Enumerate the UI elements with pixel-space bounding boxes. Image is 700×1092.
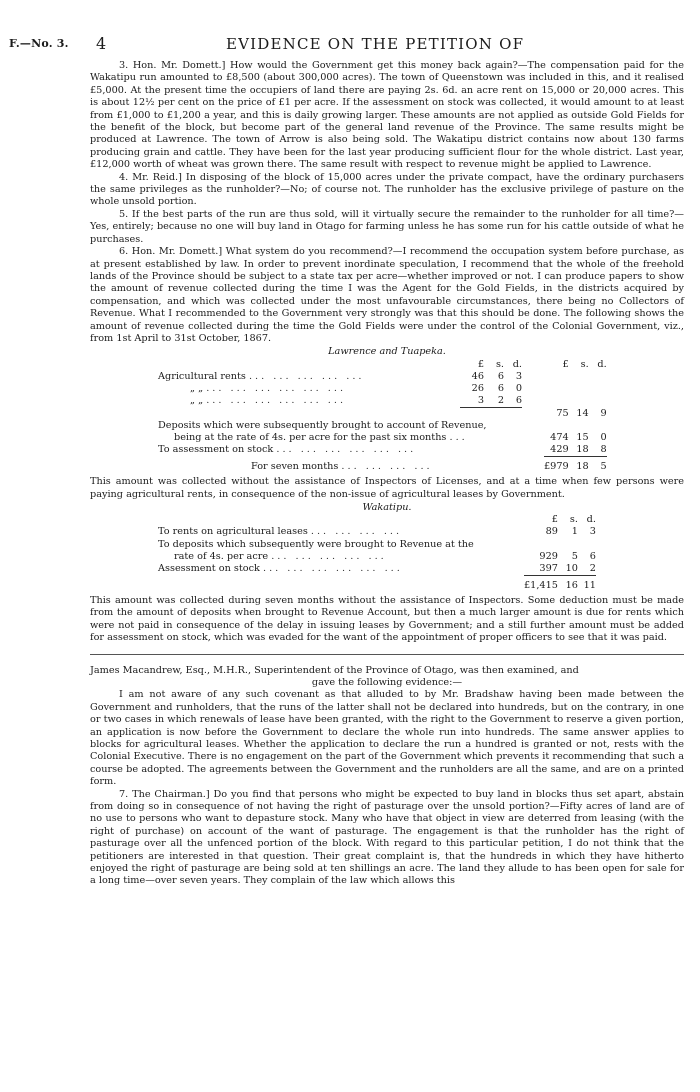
section-divider	[90, 654, 684, 655]
revenue-table-wakatipu	[158, 514, 596, 592]
table-row: being at the rate of 4s. per acre for the past six months ... 474 15 0	[174, 431, 607, 443]
witness-statement: I am not aware of any such covenant as that alluded to by Mr. Bradshaw having been made between the Government and runholders, that the runs of the latter shall not be declared into hundreds, but on the contrary, in one or two cases in which renewals of lease have been granted, with the right to the Government to reserve a given portion, an application is now before the Government to declare the whole run into hundreds. The same answer applies to blocks for agricultural leases. Whether the application to declare the run a hundred is granted or not, rests with the Colonial Executive. There is no engagement on the part of the Government which prevents it recommending that such a course be adopted. The agreements between the Government and the runholders are all the same, and are on a printed form.	[90, 689, 684, 788]
paragraph-after-table2: This amount was collected during seven months without the assistance of Inspectors. Some deduction must be made from the amount of deposits when brought to Revenue Account, but then a much larger amount is due for rents which were not paid in consequence of the delay in issuing leases by Government; and a still further amount must be added for assessment on stock, which was evaded for the want of the appointment of proper officers to see that it was paid.	[90, 594, 684, 644]
table1-column-heads: £ s. d. £ s. d.	[477, 358, 607, 370]
revenue-table-lawrence	[158, 359, 607, 473]
table-row: rate of 4s. per acre ... ... ... ... ... 929 5 6	[174, 550, 596, 562]
running-title: EVIDENCE ON THE PETITION OF	[226, 35, 525, 53]
table-row: To rents on agricultural leases ... ... ... ... 89 1 3	[158, 526, 596, 538]
table2-heading: Wakatipu.	[362, 501, 412, 513]
table-row: To deposits which subsequently were brought to Revenue at the	[158, 538, 474, 550]
table-row: Agricultural rents ... ... ... ... ... 46 6 3	[158, 370, 522, 382]
body-text	[90, 60, 684, 888]
table2-column-heads: £ s. d.	[551, 514, 596, 526]
document-number: F.—No. 3.	[9, 37, 69, 50]
paragraph-7: 7. The Chairman.] Do you find that persons who might be expected to buy land in blocks thus set apart, abstain from doing so in consequence of not having the right of pasturage over the unsold portion?—Fifty acres of land are of no use to persons who want to depasture stock. Many who have that object in view are deterred from leasing (with the right of purchase) on account of the want of pasturage. The engagement is that the runholder has the right of pasturage over all the unfenced portion of the block. With regard to this particular petition, I do not think that the petitioners are interested in that question. Their great complaint is, that the hundreds in which they have hitherto enjoyed the right of pasturage are being sold at ten shillings an acre. The land they allude to has been open for sale for a long time—over seven years. They complain of the law which allows this	[90, 788, 684, 887]
table-row: „ „ ... ... ... ... ... ... 3 2 6	[190, 395, 522, 407]
page-number: 4	[96, 34, 107, 53]
paragraph-5: 5. If the best parts of the run are thus sold, will it virtually secure the remainder to the runholder for all time?—Yes, entirely; because no one will buy land in Otago for farming unless he has some run for his cattle outside of what he purchases.	[90, 208, 684, 245]
paragraph-3: 3. Hon. Mr. Domett.] How would the Government get this money back again?—The compensation paid for the Wakatipu run amounted to £8,500 (about 300,000 acres). The town of Queenstown was included in this, and it realised £5,000. At the present time the occupiers of land there are paying 2s. 6d. an acre rent on 15,000 or 20,000 acres. This is about 12½ per cent on the price of £1 per acre. If the assessment on stock was collected, it would amount to at least from £1,000 to £1,200 a year, and this is daily growing larger. These amounts are not applied as outside Gold Fields for the benefit of the block, but become part of the general land revenue of the Province. The same results might be produced at Lawrence. The town of Arrow is also being sold. The Wakatipu district contains now about 130 farms producing grain and cattle. They have been for the last year producing sufficient flour for the whole district. Last year, £12,000 worth of wheat was grown there. The same result with respect to revenue might be applied to Lawrence.	[90, 60, 684, 171]
paragraph-after-table1: This amount was collected without the assistance of Inspectors of Licenses, and at a time when few persons were paying agricultural rents, in consequence of the non-issue of agricultural leases by Government.	[90, 476, 684, 500]
page-header	[0, 36, 700, 56]
table-row: Deposits which were subsequently brought to account of Revenue,	[158, 419, 487, 431]
table-row: To assessment on stock ... ... ... ... ... ... 429 18 8	[158, 443, 607, 455]
paragraph-4: 4. Mr. Reid.] In disposing of the block of 15,000 acres under the private compact, have the ordinary purchasers the same privileges as the runholder?—No; of course not. The runholder has the exclusive privilege of pasture on the whole unsold portion.	[90, 171, 684, 208]
table1-subtotal-row: 75 14 9	[158, 408, 607, 420]
table2-total-row: £1,415 16 11	[158, 575, 596, 592]
table1-total-row: For seven months ... ... ... ... £979 18 5	[158, 457, 607, 474]
paragraph-6: 6. Hon. Mr. Domett.] What system do you recommend?—I recommend the occupation system before purchase, as at present established by law. In order to prevent inordinate speculation, I recommend that the whole of the freehold lands of the Province should be subject to a state tax per acre—whether improved or not. I can produce papers to show the amount of revenue collected during the time I was the Agent for the Gold Fields, in the districts acquired by compensation, and which was collected under the most unfavourable circumstances, there being no Collectors of Revenue. What I recommended to the Government very strongly was that this should be done. The following shows the amount of revenue collected during the time the Gold Fields were under the control of the Colonial Government, viz., from 1st April to 31st October, 1867.	[90, 246, 684, 344]
table-row: „ „ ... ... ... ... ... ... 26 6 0	[190, 382, 522, 394]
table-row: Assessment on stock ... ... ... ... ... ... 397 10 2	[158, 562, 596, 574]
witness-introduction: James Macandrew, Esq., M.H.R., Superintendent of the Province of Otago, was then examined, and gave the following evidence:—	[90, 664, 579, 688]
table1-heading: Lawrence and Tuapeka.	[328, 346, 446, 358]
